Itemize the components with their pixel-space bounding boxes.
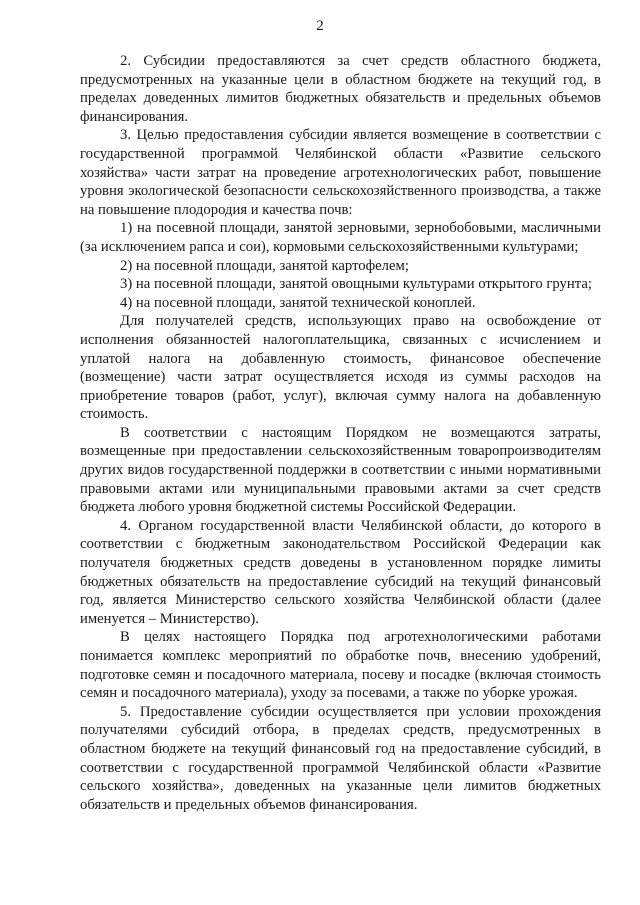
list-item-vegetables: 3) на посевной площади, занятой овощными культурами открытого грунта; bbox=[120, 276, 592, 293]
document-body bbox=[80, 52, 601, 814]
paragraph-clause-5: 5. Предоставление субсидии осуществляется при условии прохождения получателями субсидий отбора, в пределах средств, предусмотренных в областном бюджете на текущий финансовый год на предоставление субсидий, в соответствии с государственной программой Челябинской области «Развитие сельского хозяйства», доведенных на указанные цели лимитов бюджетных обязательств и предельных объемов финансирования. bbox=[80, 703, 601, 813]
list-item-hemp: 4) на посевной площади, занятой технической коноплей. bbox=[120, 294, 476, 311]
paragraph-vat-exempt: Для получателей средств, использующих право на освобождение от исполнения обязанностей налогоплательщика, связанных с исчислением и уплатой налога на добавленную стоимость, финансовое обеспечение (возмещение) части затрат осуществляется исходя из суммы расходов на приобретение товаров (работ, услуг), включая сумму налога на добавленную стоимость. bbox=[80, 313, 601, 423]
list-item-potato: 2) на посевной площади, занятой картофелем; bbox=[120, 257, 409, 274]
paragraph-non-reimbursable: В соответствии с настоящим Порядком не возмещаются затраты, возмещенные при предоставлении сельскохозяйственным товаропроизводителям других видов государственной поддержки в соответствии с иными нормативными правовыми актами или муниципальными правовыми актами за счет средств бюджета любого уровня бюджетной системы Российской Федерации. bbox=[80, 424, 601, 516]
paragraph-clause-4: 4. Органом государственной власти Челябинской области, до которого в соответствии с бюджетным законодательством Российской Федерации как получателя бюджетных средств доведены в установленном порядке лимиты бюджетных обязательств на предоставление субсидий на текущий финансовый год, является Министерство сельского хозяйства Челябинской области (далее именуется – Министерство). bbox=[80, 517, 601, 627]
list-item-grain-oilseed-forage: 1) на посевной площади, занятой зерновыми, зернобобовыми, масличными (за исключением рапса и сои), кормовыми сельскохозяйственными культурами; bbox=[80, 220, 601, 255]
paragraph-agro-works-definition: В целях настоящего Порядка под агротехнологическими работами понимается комплекс мероприятий по обработке почв, внесению удобрений, подготовке семян и посадочного материала, посеву и посадке (включая стоимость семян и посадочного материала), уходу за посевами, а также по уборке урожая. bbox=[80, 629, 601, 702]
paragraph-clause-3: 3. Целью предоставления субсидии является возмещение в соответствии с государственной программой Челябинской области «Развитие сельского хозяйства» части затрат на проведение агротехнологических работ, повышение уровня экологической безопасности сельскохозяйственного производства, а также на повышение плодородия и качества почв: bbox=[80, 127, 601, 218]
paragraph-clause-2: 2. Субсидии предоставляются за счет средств областного бюджета, предусмотренных на указанные цели в областном бюджете на текущий год, в пределах доведенных лимитов бюджетных обязательств и предельных объемов финансирования. bbox=[80, 53, 601, 125]
page-number: 2 bbox=[316, 18, 324, 34]
